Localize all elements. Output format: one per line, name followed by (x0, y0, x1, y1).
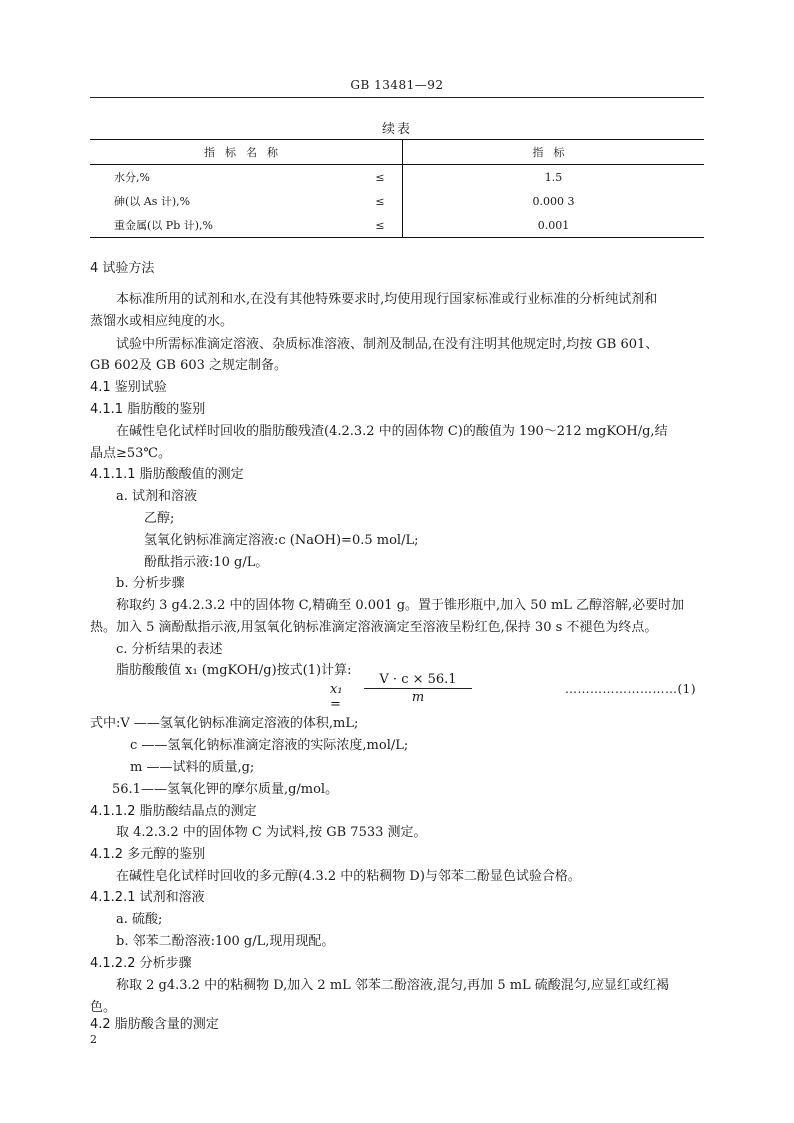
row-name: 水分,% (114, 171, 150, 184)
paragraph-line: 称取约 3 g4.2.3.2 中的固体物 C,精确至 0.001 g。置于锥形瓶中,加入 50 mL 乙醇溶解,必要时加 (116, 598, 685, 613)
standard-number-header: GB 13481—92 (350, 78, 444, 92)
paragraph-line: 在碱性皂化试样时回收的多元醇(4.3.2 中的粘稠物 D)与邻苯二酚显色试验合格。 (116, 869, 581, 884)
row-name: 重金属(以 Pb 计),% (90, 213, 358, 238)
formula-lhs: x₁ = (330, 682, 343, 712)
variable-definition: m ——试料的质量,g; (130, 760, 255, 775)
formula-fraction (364, 672, 472, 705)
row-operator: ≤ (375, 194, 385, 208)
col-header-value: 指标 (403, 140, 705, 165)
list-item: a. 硫酸; (116, 912, 163, 927)
paragraph-line: 试验中所需标准滴定溶液、杂质标准溶液、制剂及制品,在没有注明其他规定时,均按 GB 601、 (116, 337, 659, 352)
section-4-1-1-heading: 4.1.1 脂肪酸的鉴别 (90, 402, 206, 417)
paragraph-line: 蒸馏水或相应纯度的水。 (90, 314, 234, 329)
table-row (90, 165, 704, 190)
spec-table (90, 139, 704, 238)
formula-numerator: V · c × 56.1 (364, 672, 472, 689)
section-4-1-1-2-heading: 4.1.1.2 脂肪酸结晶点的测定 (90, 804, 257, 819)
section-4-1-2-2-heading: 4.1.2.2 分析步骤 (90, 956, 192, 971)
row-value: 1.5 (403, 165, 705, 190)
section-4-1-1-1-heading: 4.1.1.1 脂肪酸酸值的测定 (90, 467, 244, 482)
variable-definition: 式中:V ——氢氧化钠标准滴定溶液的体积,mL; (90, 716, 359, 731)
table-row (90, 213, 704, 238)
section-4-1-2-1-heading: 4.1.2.1 试剂和溶液 (90, 890, 205, 905)
subitem-heading: b. 分析步骤 (116, 576, 185, 591)
table-title: 续表 (381, 122, 412, 137)
list-item: b. 邻苯二酚溶液:100 g/L,现用现配。 (116, 934, 335, 949)
variable-definition: 56.1——氢氧化钾的摩尔质量,g/mol。 (112, 782, 339, 797)
formula-denominator: m (411, 690, 425, 705)
paragraph-line: 晶点≥53℃。 (90, 446, 171, 461)
reagent-line: 氢氧化钠标准滴定溶液:c (NaOH)=0.5 mol/L; (144, 533, 419, 548)
paragraph-line: GB 602及 GB 603 之规定制备。 (90, 358, 288, 373)
section-4-2-heading: 4.2 脂肪酸含量的测定 (90, 1017, 219, 1032)
paragraph-line: 脂肪酸酸值 x₁ (mgKOH/g)按式(1)计算: (116, 663, 352, 678)
section-4-1-2-heading: 4.1.2 多元醇的鉴别 (90, 847, 206, 862)
section-4-1-heading: 4.1 鉴别试验 (90, 380, 167, 395)
row-value: 0.000 3 (403, 189, 705, 213)
variable-definition: c ——氢氧化钠标准滴定溶液的实际浓度,mol/L; (130, 738, 409, 753)
row-name: 砷(以 As 计),% (114, 195, 191, 208)
formula-number: ………………………(1) (565, 682, 696, 696)
row-operator: ≤ (375, 170, 385, 184)
row-value: 0.001 (403, 213, 705, 238)
subitem-heading: c. 分析结果的表述 (116, 642, 223, 657)
col-header-name: 指标名称 (90, 140, 403, 165)
subitem-heading: a. 试剂和溶液 (116, 489, 198, 504)
paragraph-line: 取 4.2.3.2 中的固体物 C 为试料,按 GB 7533 测定。 (116, 825, 427, 840)
reagent-line: 酚酞指示液:10 g/L。 (144, 555, 269, 570)
section-4-heading: 4 试验方法 (90, 261, 155, 276)
header-rule (90, 97, 704, 98)
paragraph-line: 热。加入 5 滴酚酞指示液,用氢氧化钠标准滴定溶液滴定至溶液呈粉红色,保持 30 s 不褪色为终点。 (90, 620, 658, 635)
paragraph-line: 色。 (90, 1000, 117, 1015)
paragraph-line: 在碱性皂化试样时回收的脂肪酸残渣(4.2.3.2 中的固体物 C)的酸值为 190～212 mgKOH/g,结 (116, 424, 668, 439)
paragraph-line: 本标准所用的试剂和水,在没有其他特殊要求时,均使用现行国家标准或行业标准的分析纯试剂和 (116, 292, 658, 307)
page-number: 2 (90, 1033, 97, 1046)
paragraph-line: 称取 2 g4.3.2 中的粘稠物 D,加入 2 mL 邻苯二酚溶液,混匀,再加 5 mL 硫酸混匀,应显红或红褐 (116, 978, 669, 993)
row-operator: ≤ (358, 213, 403, 238)
table-header-row (90, 140, 704, 165)
table-row (90, 189, 704, 213)
reagent-line: 乙醇; (144, 511, 175, 526)
